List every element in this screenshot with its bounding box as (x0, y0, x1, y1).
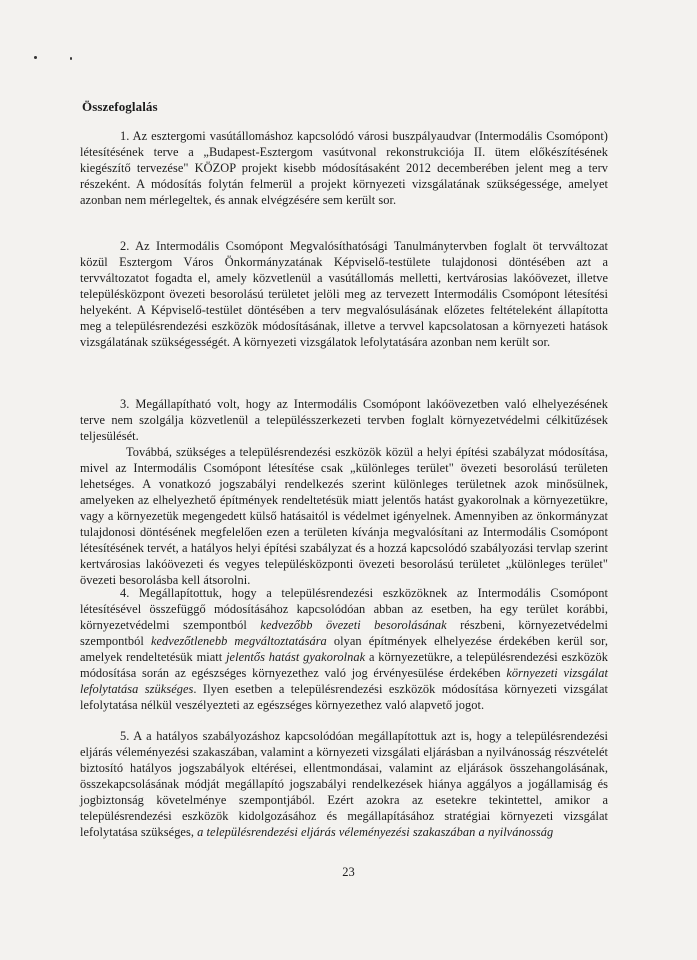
paragraph-1-text: 1. Az esztergomi vasútállomáshoz kapcsolódó városi buszpályaudvar (Intermodális Csomópont) létesítésének terve a „Budapest-Esztergom vasútvonal rekonstrukciója II. ütem előkészítésének kiegészítő tervezése" KÖZOP projekt kisebb módosításaként 2012 decemberében jelent meg a terv részeként. A módosítás folytán felmerül a projekt környezeti vizsgálatának szükségessége, amelyet azonban nem mérlegeltek, és annak elvégzésére sem került sor. (80, 129, 608, 208)
paragraph-4-text-e: olyan építmények elhelyezése érdekében kerül sor, amelyek rendeltetésük miatt (80, 634, 608, 665)
paragraph-3 (80, 396, 608, 444)
paragraph-2-text: 2. Az Intermodális Csomópont Megvalósíthatósági Tanulmánytervben foglalt öt tervváltozat közül Esztergom Város Önkormányzatának Képviselő-testülete tulajdonosi döntésében azt a tervváltozatot fogadta el, amely közvetlenül a vasútállomás melletti, kertvárosias lakóövezet, illetve településközpont övezeti besorolású területet jelöli meg az tervezett Intermodális Csomópont létesítési helyeként. A Képviselő-testület döntésében a terv megvalósulásának előzetes feltételeként állapította meg a településrendezési eszközök módosításának, illetve a tervvel kapcsolatosan a környezeti hatások vizsgálatának szükségességét. A környezeti vizsgálatok lefolytatására azonban nem került sor. (80, 239, 608, 350)
paragraph-5 (80, 728, 608, 840)
paragraph-1 (80, 128, 608, 208)
paragraph-4-text-c: részbeni, környezetvédelmi szempontból (80, 618, 608, 649)
paragraph-4-emphasis-2: kedvezőtlenebb megváltoztatására (150, 634, 327, 649)
paragraph-3-continued-text: Továbbá, szükséges a településrendezési eszközök közül a helyi építési szabályzat módosítása, mivel az Intermodális Csomópont létesítése csak „különleges terület" övezeti besorolású területen lehetséges. A vonatkozó jogszabályi rendelkezés szerint különleges területnek azok minősülnek, amelyeken az elhelyezhető építmények rendeltetésük miatt jelentős hatást gyakorolnak a környezetükre, vagy a környezetük megengedett külső hatásaitól is védelmet igényelnek. Amennyiben az önkormányzat tulajdonosi döntésének megfelelően ezen a területen kívánja megvalósítani az Intermodális Csomópont létesítésének tervét, a hatályos helyi építési szabályzat és a hozzá kapcsolódó szabályozási tervlap szerint kertvárosias lakóövezeti és vegyes településközponti övezeti besorolású területet „különleges terület" övezeti besorolásba kell átsorolni. (80, 445, 608, 588)
section-heading: Összefoglalás (82, 99, 158, 114)
paragraph-4-text-g: a környezetükre, a településrendezési eszközök módosítása során az egészséges környezethez való jog érvényesülése érdekében (80, 650, 609, 681)
paragraph-5-emphasis: a településrendezési eljárás véleményezési szakaszában a nyilvánosság (197, 825, 554, 840)
scan-speck (70, 57, 72, 60)
paragraph-4 (80, 585, 608, 713)
paragraph-4-emphasis-4: környezeti vizsgálat lefolytatása szükséges (80, 666, 608, 697)
paragraph-3-text: 3. Megállapítható volt, hogy az Intermodális Csomópont lakóövezetben való elhelyezésének terve nem szolgálja közvetlenül a településszerkezeti tervben foglalt környezetvédelmi célkitűzések teljesülését. (80, 397, 608, 444)
scan-speck (34, 56, 37, 59)
paragraph-3-continued (80, 444, 608, 588)
paragraph-4-text-i: . Ilyen esetben a településrendezési eszközök módosítása környezeti vizsgálat lefolytatása nélkül veszélyezteti az egészséges környezethez való alapvető jogot. (80, 682, 609, 713)
paragraph-4-text-a: 4. Megállapítottuk, hogy a településrendezési eszközöknek az Intermodális Csomópont létesítésével összefüggő módosításához kapcsolódóan abban az esetben, ha egy terület korábbi, környezetvédelmi szempontból (80, 586, 608, 633)
paragraph-4-emphasis-1: kedvezőbb övezeti besorolásának (260, 618, 447, 633)
paragraph-2 (80, 238, 608, 350)
page-number: 23 (342, 865, 355, 879)
paragraph-5-text: 5. A a hatályos szabályozáshoz kapcsolódóan megállapítottuk azt is, hogy a településrendezési eljárás véleményezési szakaszában, valamint a környezeti vizsgálati eljárásban a nyilvánosság részvételét biztosító hatályos jogszabályok eltérései, ellentmondásai, valamint az eljárások összehangolásának, összekapcsolásának módját megállapító jogszabályi rendelkezések hiánya aggályos a jogállamiság és jogbiztonság követelménye szempontjából. Ezért azokra az esetekre tekintettel, amikor a településrendezési eszközök kidolgozásához és megállapításához stratégiai környezeti vizsgálat lefolytatása szükséges, (80, 729, 608, 840)
paragraph-4-emphasis-3: jelentős hatást gyakorolnak (226, 650, 366, 665)
